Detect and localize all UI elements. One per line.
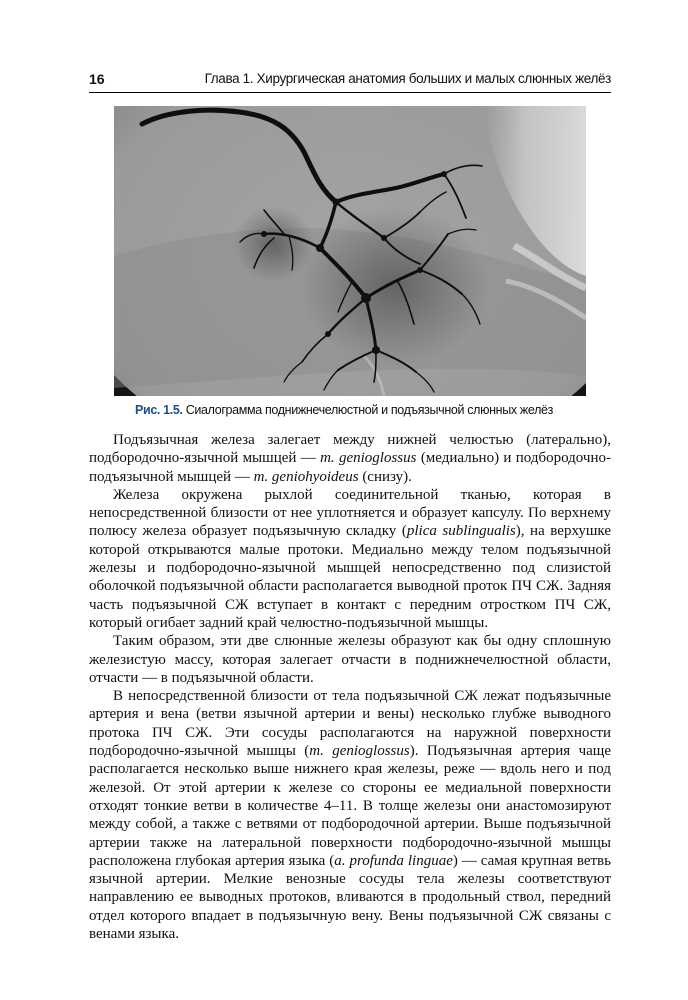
chapter-title: Глава 1. Хирургическая анатомия больших и малых слюнных желёз: [204, 71, 611, 86]
paragraph: [89, 632, 611, 687]
text-run: ) — самая крупная ветвь язычной артерии. Мелкие венозные сосуды тела железы соответствуют направлению ее выводных протоков, вливаются в продольный ствол, передний отдел которого впадает в подъязычную вену. Вены подъязычной СЖ связаны с венами языка.: [89, 852, 611, 943]
sialogram-figure: [114, 106, 586, 396]
text-run: Железа окружена рыхлой соединительной тканью, которая в непосредственной близости от нее уплотняется и образует капсулу. По верхнему полюсу железа образует подъязычную складку (: [89, 486, 611, 540]
running-header: [89, 70, 611, 93]
text-run: Подъязычная железа залегает между нижней челюстью (латерально), подбородочно-язычной мышцей —: [89, 432, 611, 467]
text-run: Таким образом, эти две слюнные железы образуют как бы одну сплошную железистую массу, которая залегает отчасти в поднижнечелюстной области, отчасти — в подъязычной области.: [89, 633, 611, 686]
latin-term: a. profunda linguae: [334, 852, 453, 869]
page-number: 16: [89, 71, 105, 87]
body-text: [89, 431, 611, 943]
sialogram-image: [114, 106, 586, 396]
latin-term: plica sublingualis: [406, 523, 516, 540]
text-run: (снизу).: [358, 468, 412, 485]
paragraph: [89, 687, 611, 943]
text-run: В непосредственной близости от тела подъязычной СЖ лежат подъязычные артерия и вена (ветви язычной артерии и вены) несколько глубже выводного протока ПЧ СЖ. Эти сосуды располагаются на наружной поверхности подбородочно-язычной мышцы (: [89, 688, 611, 760]
paragraph: [89, 431, 611, 486]
caption-text: Сиалограмма поднижнечелюстной и подъязычной слюнных желёз: [182, 403, 553, 417]
latin-term: m. geniohyoideus: [253, 468, 359, 485]
text-run: ). Подъязычная артерия чаще располагается несколько выше нижнего края железы, реже — вдоль него и под железой. От этой артерии к железе со стороны ее медиальной поверхности отходят тонкие ветви в количестве 4–11. В толще железы они анастомозируют между собой, а также с ветвями от подбородочной артерии. Выше подъязычной артерии также на латеральной поверхности подбородочно-язычной мышцы расположена глубокая артерия языка (: [89, 743, 611, 869]
latin-term: m. genioglossus: [309, 743, 410, 760]
text-run: (медиально) и подбородочно-подъязычной мышцей —: [89, 450, 611, 485]
paragraph: [89, 486, 611, 632]
figure-caption: [0, 403, 688, 417]
figure-label: Рис. 1.5.: [135, 403, 183, 417]
text-run: ), на верхушке которой открываются малые протоки. Медиально между телом подъязычной железы и подбородочно-язычной мышцей непосредственно под слизистой оболочкой подъязычной области располагается выводной проток ПЧ СЖ. Задняя часть подъязычной СЖ вступает в контакт с передним отростком ПЧ СЖ, который огибает задний край челюстно-подъязычной мышцы.: [89, 523, 611, 631]
latin-term: m. genioglossus: [320, 450, 417, 467]
